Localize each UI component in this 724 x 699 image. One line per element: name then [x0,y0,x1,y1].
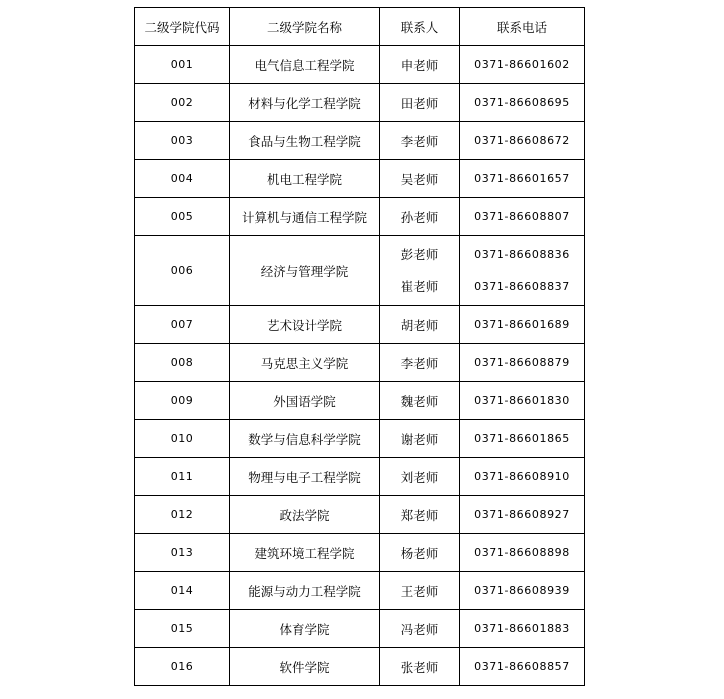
college-name-cell: 体育学院 [230,610,380,648]
contact-person-cell [380,572,460,610]
contact-phone: 0371-86608807 [474,210,570,223]
contact-phone: 0371-86608695 [474,96,570,109]
contact-phone: 0371-86608939 [474,584,570,597]
college-name-cell: 食品与生物工程学院 [230,122,380,160]
college-name-cell: 数学与信息科学学院 [230,420,380,458]
contact-phone-cell [460,420,585,458]
college-name-cell: 能源与动力工程学院 [230,572,380,610]
contact-phone: 0371-86608910 [474,470,570,483]
contact-phone-cell [460,122,585,160]
college-code-cell: 006 [135,236,230,306]
table-row [135,534,585,572]
college-name-cell: 经济与管理学院 [230,236,380,306]
header-contact-phone: 联系电话 [460,8,585,46]
contact-phone-cell [460,344,585,382]
contact-phone-cell [460,198,585,236]
contact-person: 李老师 [400,355,439,371]
table-row [135,420,585,458]
table-row [135,236,585,306]
college-name-cell: 材料与化学工程学院 [230,84,380,122]
contact-phone-cell [460,496,585,534]
contact-phone: 0371-86601602 [474,58,570,71]
college-code-cell: 013 [135,534,230,572]
table-row [135,648,585,686]
college-name-cell: 建筑环境工程学院 [230,534,380,572]
contact-person: 孙老师 [400,209,439,225]
header-college-name: 二级学院名称 [230,8,380,46]
table-row [135,46,585,84]
contact-phone-cell [460,84,585,122]
college-code-cell: 005 [135,198,230,236]
contact-person: 郑老师 [400,507,439,523]
table-row [135,306,585,344]
table-row [135,84,585,122]
contact-phone-cell [460,458,585,496]
contact-phone-cell [460,46,585,84]
contact-person-cell [380,420,460,458]
college-name-cell: 政法学院 [230,496,380,534]
college-code-cell: 016 [135,648,230,686]
college-name-cell: 物理与电子工程学院 [230,458,380,496]
contact-person-cell [380,496,460,534]
table-row [135,122,585,160]
college-code-cell: 012 [135,496,230,534]
contact-person: 吴老师 [400,171,439,187]
table-row [135,610,585,648]
contact-phone-cell [460,610,585,648]
contact-person: 魏老师 [400,393,439,409]
header-contact-person: 联系人 [380,8,460,46]
contact-person: 崔老师 [400,278,439,294]
contact-phone: 0371-86608879 [474,356,570,369]
contact-person: 张老师 [400,659,439,675]
table-body [135,46,585,686]
contact-person: 申老师 [400,57,439,73]
table-row [135,572,585,610]
table-row [135,344,585,382]
contact-phone: 0371-86608898 [474,546,570,559]
contact-person-cell [380,534,460,572]
header-college-code: 二级学院代码 [135,8,230,46]
college-code-cell: 010 [135,420,230,458]
college-code-cell: 008 [135,344,230,382]
college-code-cell: 009 [135,382,230,420]
contact-person-cell [380,84,460,122]
contact-phone-cell [460,236,585,306]
contact-person: 杨老师 [400,545,439,561]
college-code-cell: 004 [135,160,230,198]
contact-phone: 0371-86608837 [474,279,570,293]
contact-person-cell [380,344,460,382]
college-code-cell: 002 [135,84,230,122]
contact-person-cell [380,236,460,306]
contact-phone-cell [460,160,585,198]
contact-phone: 0371-86601657 [474,172,570,185]
contact-phone: 0371-86608672 [474,134,570,147]
contact-person-cell [380,46,460,84]
contact-person-cell [380,198,460,236]
contact-phone: 0371-86608857 [474,660,570,673]
contact-person: 王老师 [400,583,439,599]
contact-phone-cell [460,572,585,610]
contact-person-cell [380,122,460,160]
college-name-cell: 机电工程学院 [230,160,380,198]
contact-phone: 0371-86601865 [474,432,570,445]
contact-person-cell [380,382,460,420]
table-row [135,458,585,496]
college-name-cell: 电气信息工程学院 [230,46,380,84]
contact-person: 冯老师 [400,621,439,637]
college-code-cell: 015 [135,610,230,648]
contact-person-cell [380,610,460,648]
contact-person: 胡老师 [400,317,439,333]
contact-phone: 0371-86601830 [474,394,570,407]
contact-phone-cell [460,648,585,686]
contact-person: 李老师 [400,133,439,149]
contact-person-cell [380,458,460,496]
college-code-cell: 001 [135,46,230,84]
college-contacts-table [134,7,585,686]
table-row [135,198,585,236]
contact-phone-cell [460,382,585,420]
college-name-cell: 软件学院 [230,648,380,686]
college-name-cell: 马克思主义学院 [230,344,380,382]
college-code-cell: 007 [135,306,230,344]
contact-person-cell [380,648,460,686]
college-name-cell: 计算机与通信工程学院 [230,198,380,236]
contact-phone-cell [460,306,585,344]
contact-person: 刘老师 [400,469,439,485]
contact-phone: 0371-86601689 [474,318,570,331]
college-name-cell: 艺术设计学院 [230,306,380,344]
table-row [135,496,585,534]
contact-phone: 0371-86601883 [474,622,570,635]
contact-person: 谢老师 [400,431,439,447]
college-code-cell: 014 [135,572,230,610]
college-name-cell: 外国语学院 [230,382,380,420]
table-header-row [135,8,585,46]
table-row [135,382,585,420]
contact-person: 彭老师 [400,246,439,262]
contact-phone: 0371-86608927 [474,508,570,521]
contact-person: 田老师 [400,95,439,111]
college-code-cell: 003 [135,122,230,160]
contact-phone-cell [460,534,585,572]
college-code-cell: 011 [135,458,230,496]
contact-person-cell [380,160,460,198]
table-row [135,160,585,198]
contact-person-cell [380,306,460,344]
contact-phone: 0371-86608836 [474,247,570,261]
